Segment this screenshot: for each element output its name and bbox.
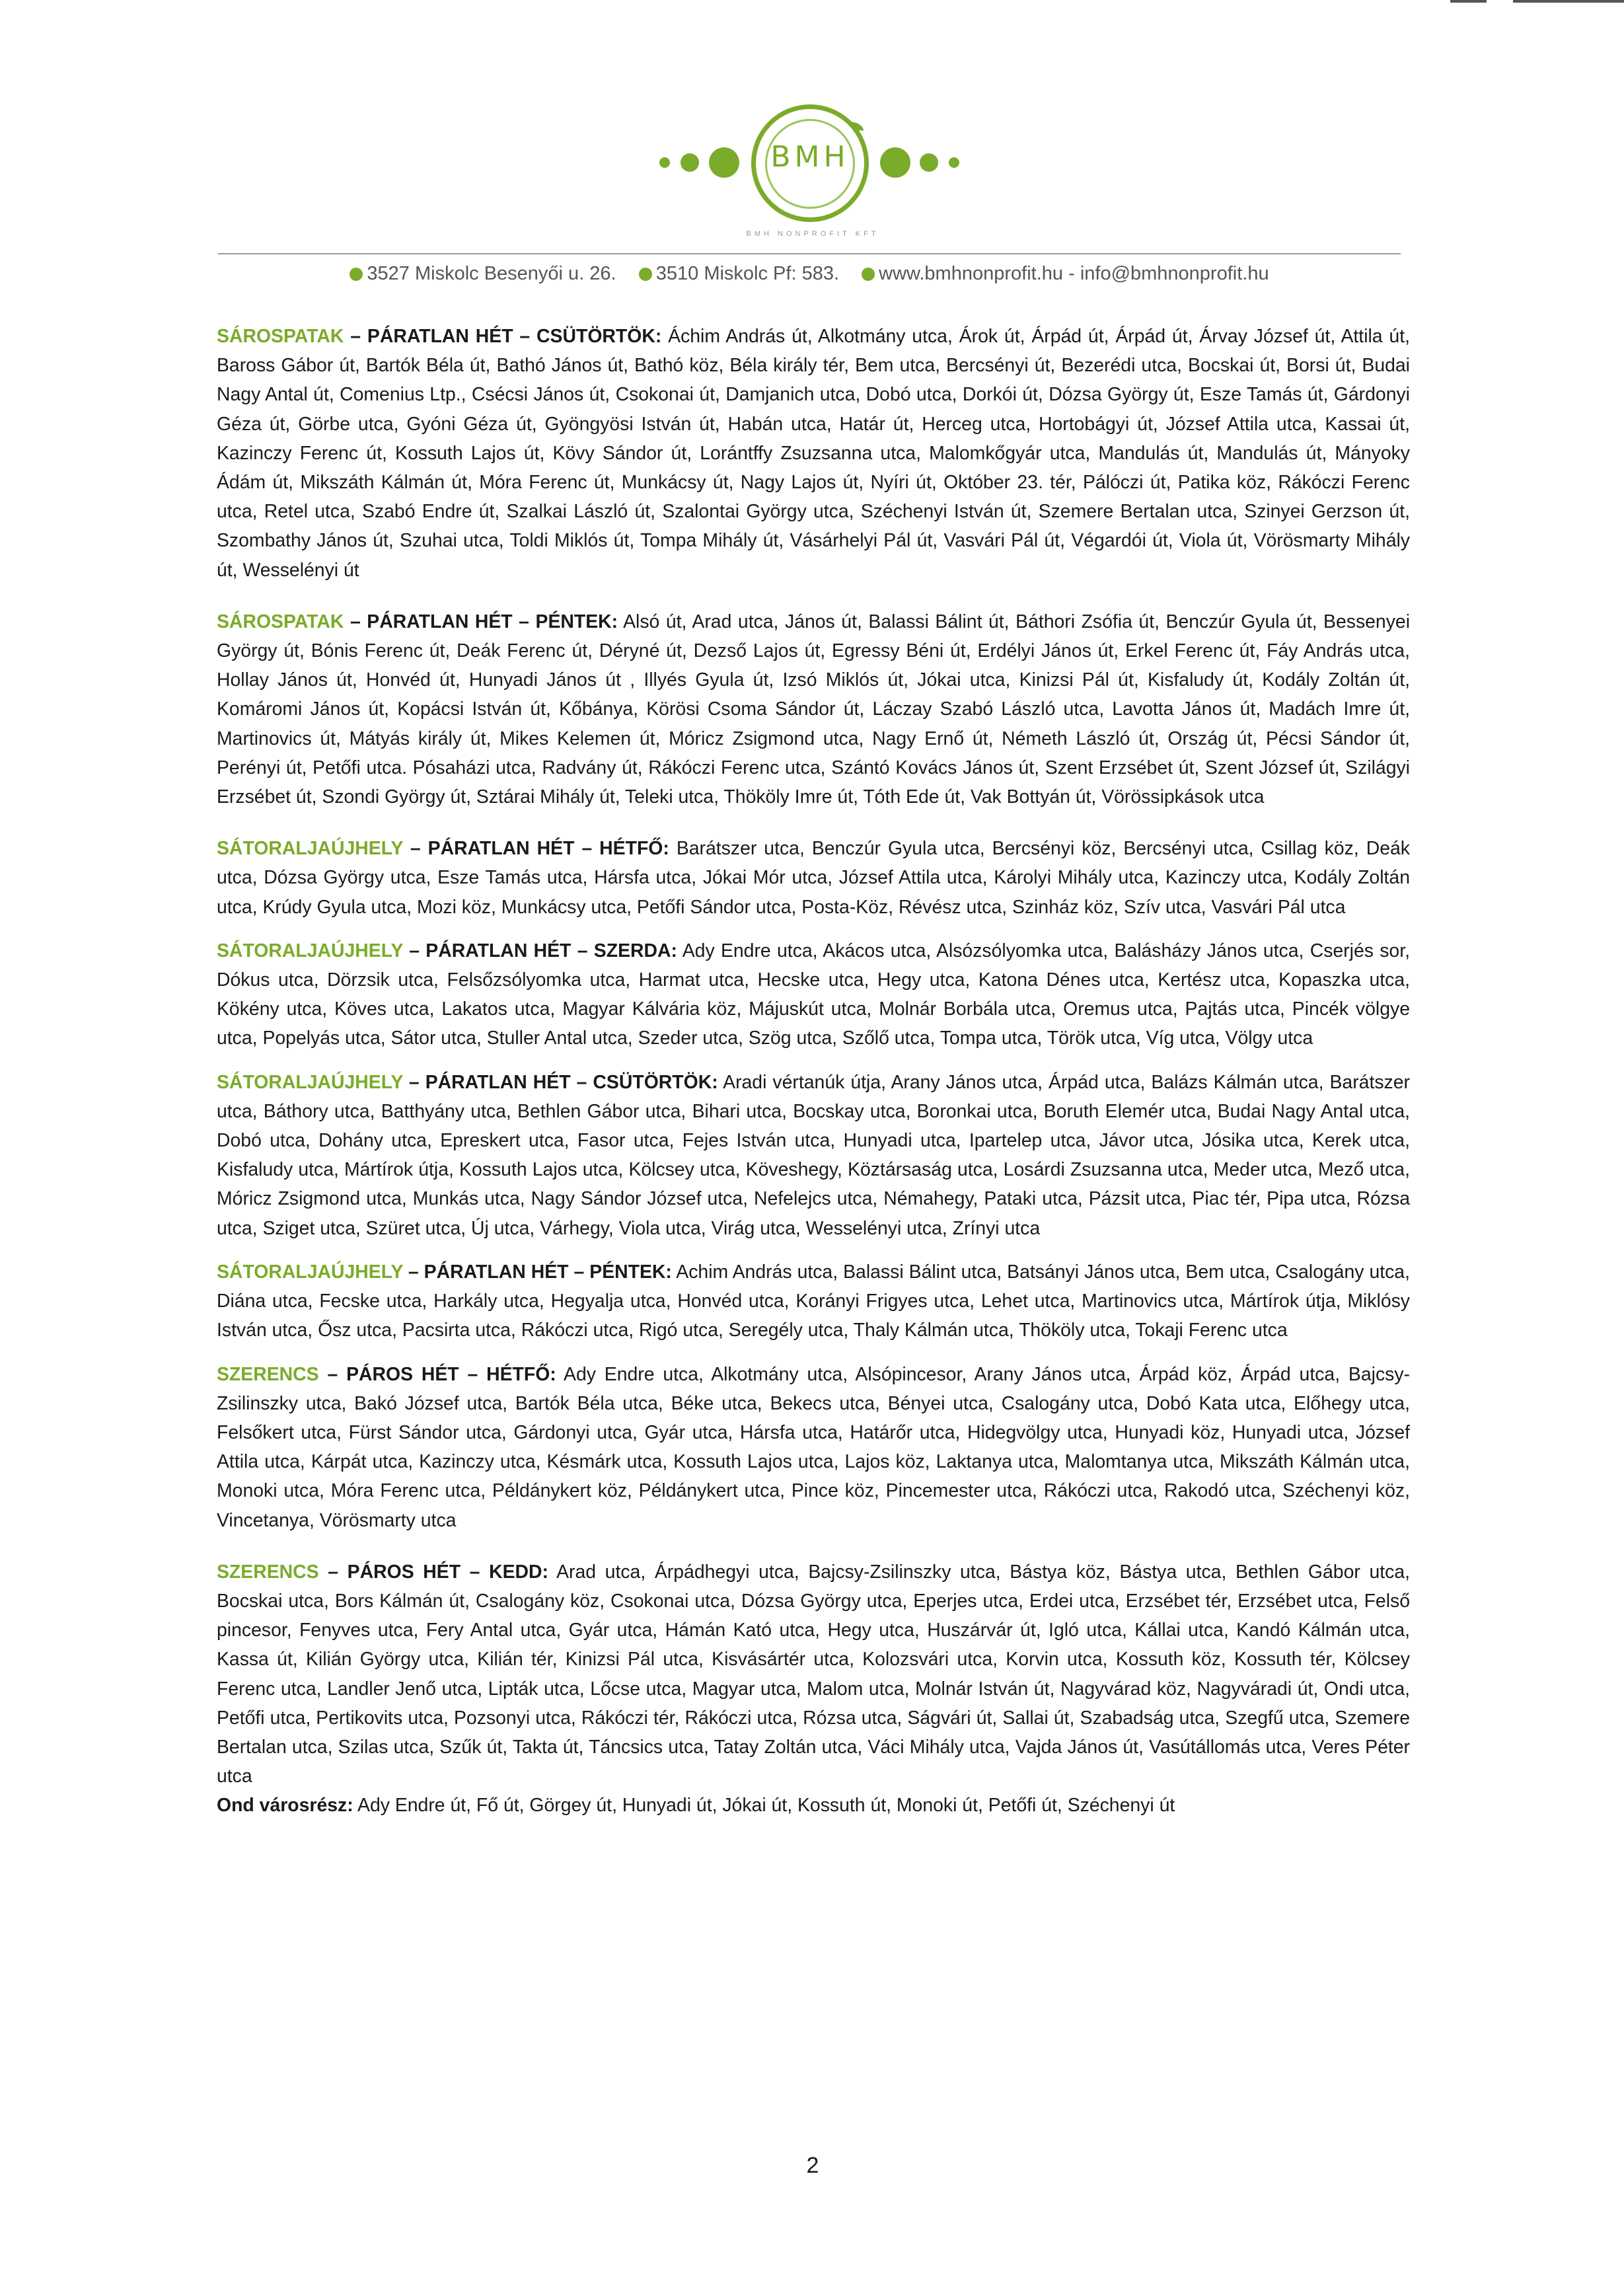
city-name: SZERENCS [217, 1363, 319, 1385]
schedule-label: – PÁRATLAN HÉT – CSÜTÖRTÖK: [344, 326, 662, 347]
schedule-paragraph [217, 834, 1410, 922]
street-list: Áchim András út, Alkotmány utca, Árok út, Árpád út, Árpád út, Árvay József út, Attila út, Baross Gábor út, Bartók Béla út, Bathó János út, Bathó köz, Béla király tér, Bem utca, Bercsényi út, Bezerédi utca, Bocskai út, Borsi út, Budai Nagy Antal út, Comenius Ltp., Csécsi János út, Csokonai út, Damjanich utca, Dobó utca, Dorkói út, Dózsa György út, Esze Tamás út, Gárdonyi Géza út, Görbe utca, Gyóni Géza út, Gyöngyösi István út, Habán utca, Határ út, Herceg utca, Hortobágyi út, József Attila utca, Kassai út, Kazinczy Ferenc út, Kossuth Lajos út, Kövy Sándor út, Lorántffy Zsuzsanna utca, Malomkőgyár utca, Mandulás út, Mandulás út, Mányoky Ádám út, Mikszáth Kálmán út, Móra Ferenc út, Munkácsy út, Nagy Lajos út, Nyíri út, Október 23. tér, Pálóczi út, Patika köz, Rákóczi Ferenc utca, Retel utca, Szabó Endre út, Szalkai László út, Szalontai György utca, Széchenyi István út, Szemere Bertalan utca, Szinyei Gerzson út, Szombathy János út, Szuhai utca, Toldi Miklós út, Tompa Mihály út, Vásárhelyi Pál út, Vasvári Pál út, Végardói út, Viola út, Vörösmarty Mihály út, Wesselényi út [217, 326, 1410, 581]
contact-separator: - [1068, 263, 1075, 284]
schedule-label: – PÁRATLAN HÉT – SZERDA: [402, 940, 677, 961]
schedule-paragraph [217, 607, 1410, 811]
email-link[interactable]: info@bmhnonprofit.hu [1080, 263, 1269, 284]
web-icon [862, 268, 875, 281]
district-street-list: Ady Endre út, Fő út, Görgey út, Hunyadi út, Jókai út, Kossuth út, Monoki út, Petőfi út, Széchenyi út [353, 1795, 1175, 1817]
address: 3527 Miskolc Besenyői u. 26. [367, 263, 616, 284]
street-list: Ady Endre utca, Alkotmány utca, Alsópincesor, Arany János utca, Árpád köz, Árpád utca, Bajcsy-Zsilinszky utca, Bakó József utca, Bartók Béla utca, Béke utca, Bekecs utca, Bényei utca, Csalogány utca, Dobó Kata utca, Előhegy utca, Felsőkert utca, Fürst Sándor utca, Gárdonyi utca, Gyár utca, Hársfa utca, Határőr utca, Hidegvölgy utca, Hunyadi köz, Hunyadi utca, József Attila utca, Kárpát utca, Kazinczy utca, Késmárk utca, Kossuth Lajos utca, Lajos köz, Laktanya utca, Malomtanya utca, Mikszáth Kálmán utca, Monoki utca, Móra Ferenc utca, Példánykert köz, Példánykert utca, Pince köz, Pincemester utca, Rákóczi utca, Rakodó utca, Széchenyi köz, Vincetanya, Vörösmarty utca [217, 1363, 1411, 1531]
logo-subtitle: BMH NONPROFIT KFT [746, 230, 879, 238]
city-name: SÁTORALJAÚJHELY [217, 1071, 403, 1093]
schedule-paragraph [217, 322, 1410, 585]
header-rule [218, 253, 1401, 254]
street-list: Ady Endre utca, Akácos utca, Alsózsólyomka utca, Balásházy János utca, Cserjés sor, Dókus utca, Dörzsik utca, Felsőzsólyomka utca, Harmat utca, Hecske utca, Hegy utca, Katona Dénes utca, Kertész utca, Kopaszka utca, Kökény utca, Köves utca, Lakatos utca, Magyar Kálvária köz, Májuskút utca, Molnár Borbála utca, Oremus utca, Pajtás utca, Pincék völgye utca, Popelyás utca, Sátor utca, Stuller Antal utca, Szeder utca, Szög utca, Szőlő utca, Tompa utca, Török utca, Víg utca, Völgy utca [217, 940, 1410, 1049]
logo-dot [880, 147, 910, 178]
logo-dot [949, 157, 959, 168]
street-list: Aradi vértanúk útja, Arany János utca, Árpád utca, Balázs Kálmán utca, Barátszer utca, Báthory utca, Batthyány utca, Bethlen Gábor utca, Bihari utca, Bocskay utca, Boronkai utca, Boruth Elemér utca, Budai Nagy Antal utca, Dobó utca, Dohány utca, Epreskert utca, Fasor utca, Fejes István utca, Hunyadi utca, Ipartelep utca, Jávor utca, Jósika utca, Kerek utca, Kisfaludy utca, Mártírok útja, Kossuth Lajos utca, Kölcsey utca, Köveshegy, Köztársaság utca, Losárdi Zsuzsanna utca, Meder utca, Mező utca, Móricz Zsigmond utca, Munkás utca, Nagy Sándor József utca, Nefelejcs utca, Némahegy, Pataki utca, Pázsit utca, Piac tér, Pipa utca, Rózsa utca, Sziget utca, Szüret utca, Új utca, Várhegy, Viola utca, Virág utca, Wesselényi utca, Zrínyi utca [217, 1071, 1410, 1239]
website-link[interactable]: www.bmhnonprofit.hu [879, 263, 1064, 284]
logo-dot [709, 147, 739, 178]
city-name: SZERENCS [217, 1561, 319, 1583]
schedule-paragraph [217, 1558, 1410, 1791]
scan-edge-line [1450, 0, 1487, 3]
district-label: Ond városrész: [217, 1795, 353, 1817]
po-box: 3510 Miskolc Pf: 583. [655, 263, 840, 284]
page-number: 2 [806, 2153, 819, 2178]
logo-dot [920, 153, 938, 172]
logo-text: BMH [770, 140, 850, 174]
logo-dot [659, 157, 670, 168]
street-list: Arad utca, Árpádhegyi utca, Bajcsy-Zsilinszky utca, Bástya köz, Bástya utca, Bethlen Gábor utca, Bocskai utca, Bors Kálmán út, Csalogány köz, Csokonai utca, Dózsa György utca, Eperjes utca, Erdei utca, Erzsébet tér, Erzsébet utca, Felső pincesor, Fenyves utca, Fery Antal utca, Gyár utca, Hámán Kató utca, Hegy utca, Huszárvár út, Igló utca, Kállai utca, Kandó Kálmán utca, Kassa út, Kilián György utca, Kilián tér, Kinizsi Pál utca, Kisvásártér utca, Kolozsvári utca, Korvin utca, Kossuth köz, Kossuth tér, Kölcsey Ferenc utca, Landler Jenő utca, Lipták utca, Lőcse utca, Magyar utca, Malom utca, Molnár István út, Nagyvárad köz, Nagyváradi út, Ondi utca, Petőfi utca, Pertikovits utca, Pozsonyi utca, Rákóczi tér, Rákóczi utca, Rózsa utca, Ságvári út, Sallai út, Szabadság utca, Szegfű utca, Szemere Bertalan utca, Szilas utca, Szűk út, Takta út, Táncsics utca, Tatay Zoltán utca, Váci Mihály utca, Vajda János út, Vasútállomás utca, Veres Péter utca [217, 1561, 1411, 1787]
street-list: Achim András utca, Balassi Bálint utca, Batsányi János utca, Bem utca, Csalogány utca, Diána utca, Fecske utca, Harkály utca, Hegyalja utca, Honvéd utca, Korányi Frigyes utca, Lehet utca, Martinovics utca, Mártírok útja, Miklósy István utca, Ősz utca, Pacsirta utca, Rákóczi utca, Rigó utca, Seregély utca, Thaly Kálmán utca, Thököly utca, Tokaji Ferenc utca [217, 1261, 1410, 1341]
logo-dot [681, 153, 699, 172]
schedule-label: – PÁROS HÉT – HÉTFŐ: [318, 1363, 556, 1385]
location-icon [350, 268, 363, 281]
mailbox-icon [639, 268, 652, 281]
contact-line [218, 263, 1401, 285]
city-name: SÁROSPATAK [217, 326, 344, 347]
schedule-paragraph [217, 1068, 1410, 1243]
schedule-label: – PÁRATLAN HÉT – PÉNTEK: [344, 611, 618, 632]
schedule-paragraph [217, 936, 1410, 1053]
street-list: Barátszer utca, Benczúr Gyula utca, Bercsényi köz, Bercsényi utca, Csillag köz, Deák utca, Dózsa György utca, Esze Tamás utca, Hársfa utca, Jókai Mór utca, József Attila utca, Károlyi Mihály utca, Kazinczy utca, Kodály Zoltán utca, Krúdy Gyula utca, Mozi köz, Munkácsy utca, Petőfi Sándor utca, Posta-Köz, Révész utca, Szinház köz, Szív utca, Vasvári Pál utca [217, 838, 1410, 918]
city-name: SÁROSPATAK [217, 611, 344, 632]
schedule-label: – PÁROS HÉT – KEDD: [318, 1561, 549, 1583]
city-name: SÁTORALJAÚJHELY [217, 940, 403, 961]
schedule-paragraph [217, 1360, 1410, 1535]
schedule-label: – PÁRATLAN HÉT – CSÜTÖRTÖK: [402, 1071, 718, 1093]
scan-edge-line [1513, 0, 1624, 3]
city-name: SÁTORALJAÚJHELY [217, 838, 403, 860]
schedule-label: – PÁRATLAN HÉT – PÉNTEK: [402, 1261, 672, 1283]
schedule-content [217, 322, 1410, 1821]
bmh-logo [647, 99, 978, 251]
city-name: SÁTORALJAÚJHELY [217, 1261, 403, 1283]
street-list: Alsó út, Arad utca, János út, Balassi Bálint út, Báthori Zsófia út, Benczúr Gyula út, Bessenyei György út, Bónis Ferenc út, Deák Ferenc út, Déryné út, Dezső Lajos út, Egressy Béni út, Erdélyi János út, Erkel Ferenc út, Fáy András utca, Hollay János út, Honvéd út, Hunyadi János út , Illyés Gyula út, Izsó Miklós út, Jókai utca, Kinizsi Pál út, Kisfaludy út, Kodály Zoltán út, Komáromi János út, Kopácsi István út, Kőbánya, Körösi Csoma Sándor út, Láczay Szabó László utca, Lavotta János út, Madách Imre út, Martinovics út, Mátyás király út, Mikes Kelemen út, Móricz Zsigmond utca, Nagy Ernő út, Németh László út, Ország út, Pécsi Sándor út, Perényi út, Petőfi utca. Pósaházi utca, Radvány út, Rákóczi Ferenc utca, Szántó Kovács János út, Szent Erzsébet út, Szent József út, Szilágyi Erzsébet út, Szondi György út, Sztárai Mihály út, Teleki utca, Thököly Imre út, Tóth Ede út, Vak Bottyán út, Vörössipkások utca [217, 611, 1411, 808]
schedule-paragraph [217, 1258, 1410, 1345]
schedule-label: – PÁRATLAN HÉT – HÉTFŐ: [402, 838, 669, 860]
district-paragraph [217, 1791, 1410, 1820]
